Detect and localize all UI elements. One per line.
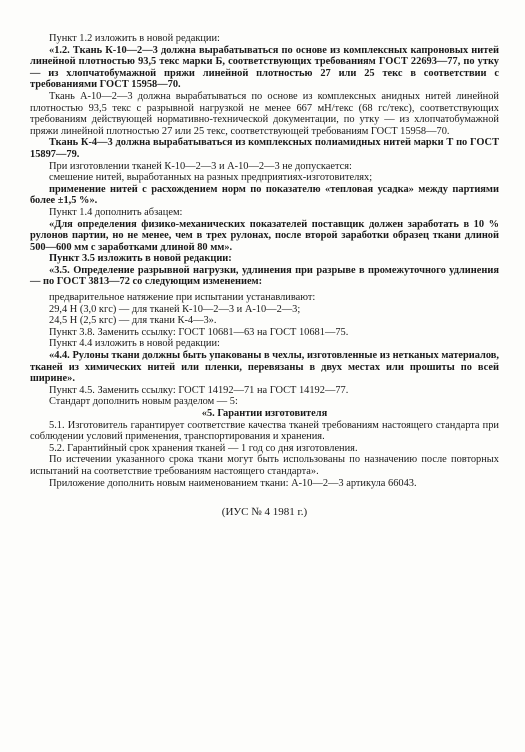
paragraph-3: Ткань А-10—2—3 должна вырабатываться по основе из комплексных анидных нитей линейной плотностью 93,5 текс с разрывной нагрузкой не менее 667 мН/текс (68 гс/текс), соответствующих требованиям действующей нормативно-технической документации, по утку — из хлопчатобумажной пряжи линейной плотностью 27 или 25 текс, соответствующей требованиям ГОСТ 15958—70. bbox=[30, 90, 499, 137]
paragraph-11: «3.5. Определение разрывной нагрузки, удлинения при разрыве в промежуточного удлинения — по ГОСТ 3813—72 со следующим изменением: bbox=[30, 264, 499, 288]
paragraph-18: Пункт 4.5. Заменить ссылку: ГОСТ 14192—71 на ГОСТ 14192—77. bbox=[49, 384, 349, 396]
paragraph-14: 24,5 Н (2,5 кгс) — для ткани К-4—3». bbox=[49, 315, 217, 327]
paragraph-16: Пункт 4.4 изложить в новой редакции: bbox=[49, 338, 220, 350]
paragraph-5: При изготовлении тканей К-10—2—3 и А-10—2—3 не допускается: bbox=[49, 160, 352, 172]
paragraph-1: Пункт 1.2 изложить в новой редакции: bbox=[49, 33, 220, 44]
paragraph-15: Пункт 3.8. Заменить ссылку: ГОСТ 10681—63 на ГОСТ 10681—75. bbox=[49, 326, 349, 338]
section-heading: «5. Гарантии изготовителя bbox=[201, 408, 328, 419]
paragraph-9: «Для определения физико-механических показателей поставщик должен заработать в 10 % рулонов партии, но не менее, чем в трех рулонах, после второй заработки образец ткани длиной 500—600 мм с заработками длиной 80 мм». bbox=[30, 218, 499, 253]
paragraph-2: «1.2. Ткань К-10—2—3 должна вырабатываться по основе из комплексных капроновых нитей линейной плотностью 93,5 текс марки Б, соответствующих требованиям ГОСТ 22693—77, по утку — из хлопчатобумажной пряжи линейной плотностью 27 или 25 текс в соответствии с требованиями ГОСТ 15958—70. bbox=[30, 44, 499, 91]
paragraph-4: Ткань К-4—3 должна вырабатываться из комплексных полиамидных нитей марки Т по ГОСТ 15897—79. bbox=[30, 137, 499, 160]
paragraph-23: Приложение дополнить новым наименованием ткани: А-10—2—3 артикула 66043. bbox=[49, 477, 417, 489]
paragraph-21: 5.2. Гарантийный срок хранения тканей — 1 год со дня изготовления. bbox=[49, 442, 358, 454]
paragraph-8: Пункт 1.4 дополнить абзацем: bbox=[49, 206, 183, 218]
paragraph-17: «4.4. Рулоны ткани должны быть упакованы в чехлы, изготовленные из нетканых материалов, тканей из химических нитей или пленки, перевязаны в двух местах или прошиты по всей ширине». bbox=[30, 350, 499, 385]
paragraph-20: 5.1. Изготовитель гарантирует соответствие качества тканей требованиям настоящего стандарта при соблюдении условий применения, транспортирования и хранения. bbox=[30, 419, 499, 443]
paragraph-12: предварительное натяжение при испытании устанавливают: bbox=[49, 292, 316, 304]
paragraph-22: По истечении указанного срока ткани могут быть использованы по назначению после повторных испытаний на соответствие требованиям настоящего стандарта». bbox=[30, 454, 499, 477]
issue-note: (ИУС № 4 1981 г.) bbox=[221, 506, 308, 519]
paragraph-10: Пункт 3.5 изложить в новой редакции: bbox=[49, 253, 232, 265]
paragraph-7: применение нитей с расхождением норм по показателю «тепловая усадка» между партиями более ±1,5 %». bbox=[30, 183, 499, 207]
paragraph-13: 29,4 Н (3,0 кгс) — для тканей К-10—2—3 и А-10—2—3; bbox=[49, 303, 301, 315]
paragraph-6: смешение нитей, выработанных на разных предприятиях-изготовителях; bbox=[49, 172, 373, 184]
paragraph-19: Стандарт дополнить новым разделом — 5: bbox=[49, 396, 238, 408]
